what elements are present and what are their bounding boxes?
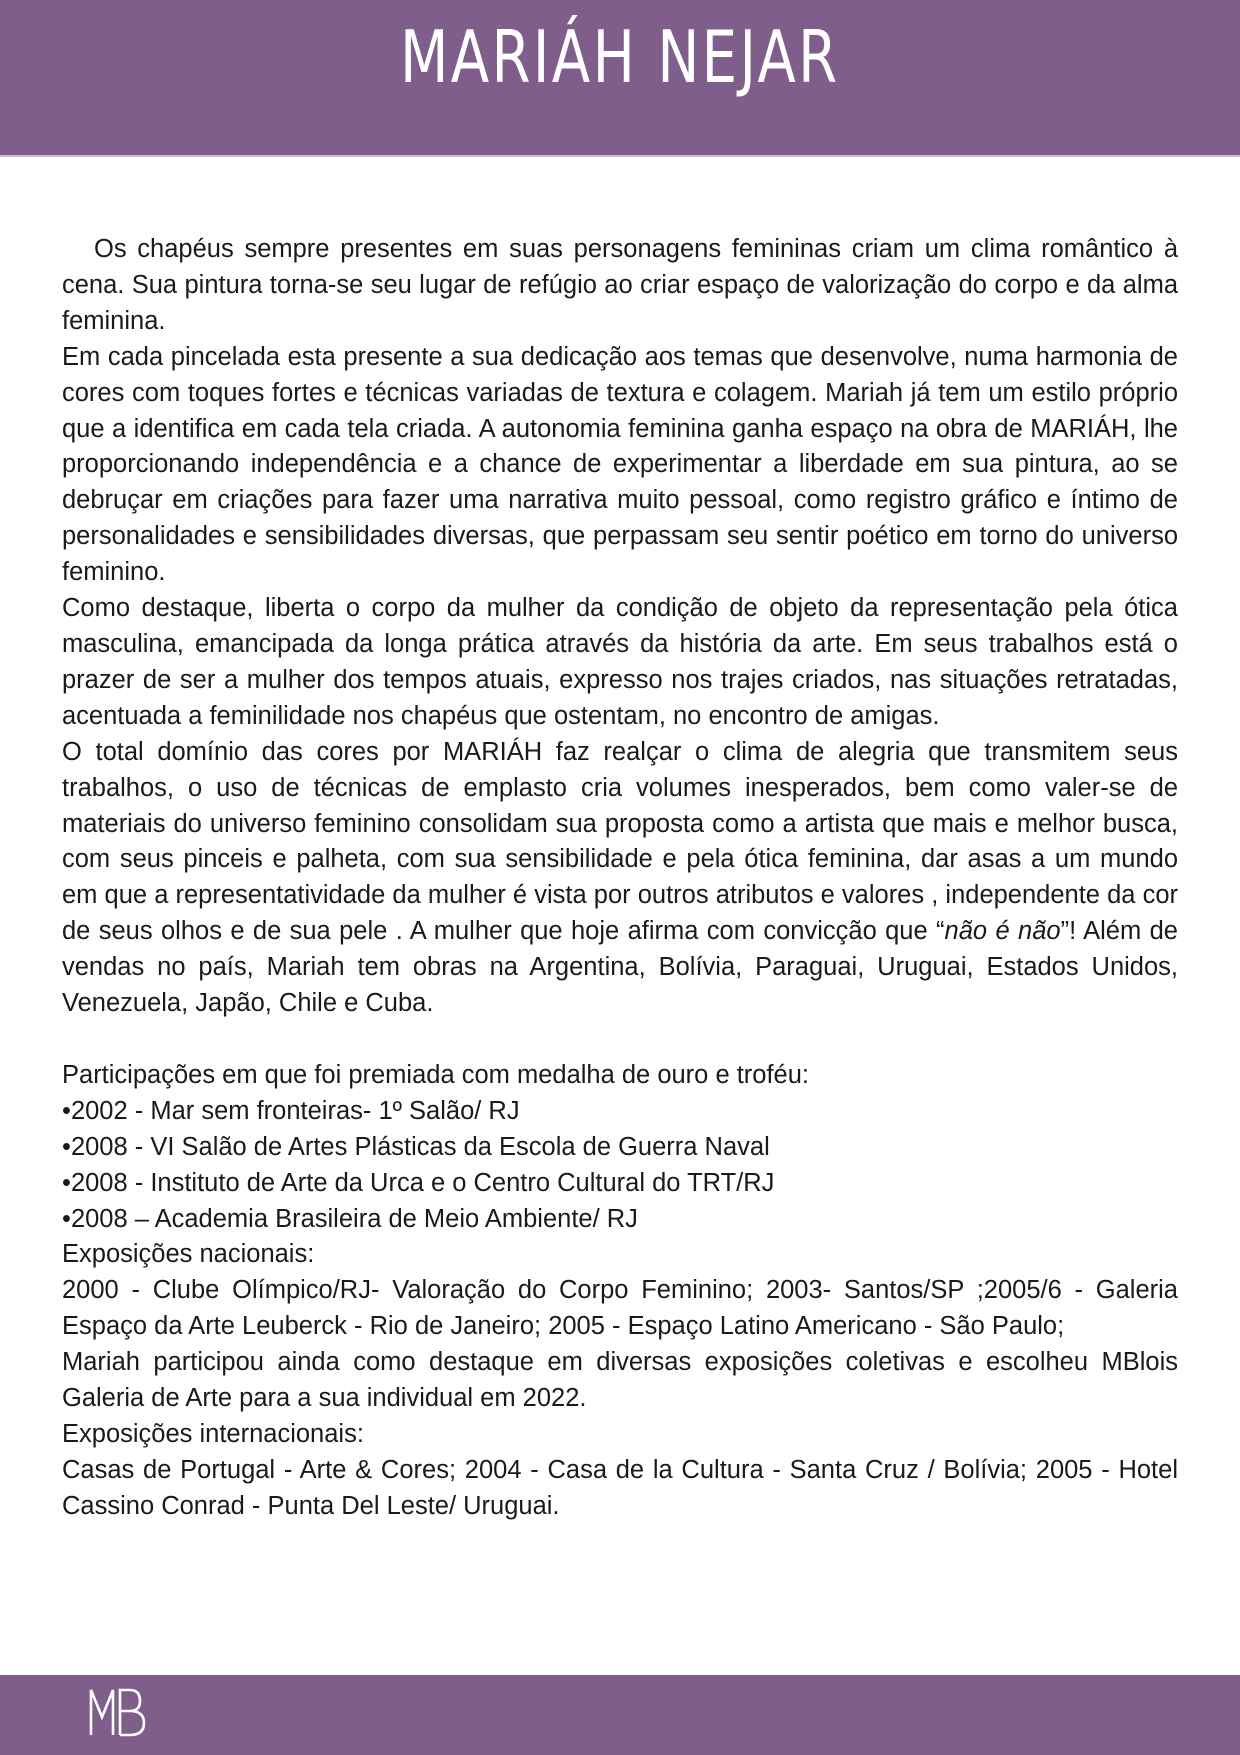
- national-text: 2000 - Clube Olímpico/RJ- Valoração do Corpo Feminino; 2003- Santos/SP ;2005/6 - Galeria Espaço da Arte Leuberck - Rio de Janeiro; 2005 - Espaço Latino Americano - São Paulo;: [62, 1276, 1178, 1341]
- national-extra: Mariah participou ainda como destaque em diversas exposições coletivas e escolheu MBlois Galeria de Arte para a sua individual em 2022.: [62, 1348, 1178, 1413]
- paragraph-2: Em cada pincelada esta presente a sua dedicação aos temas que desenvolve, numa harmonia de cores com toques fortes e técnicas variadas de textura e colagem. Mariah já tem um estilo próprio que a identifica em cada tela criada. A autonomia feminina ganha espaço na obra de MARIÁH, lhe proporcionando independência e a chance de experimentar a liberdade em sua pintura, ao se debruçar em criações para fazer uma narrativa muito pessoal, como registro gráfico e íntimo de personalidades e sensibilidades diversas, que perpassam seu sentir poético em torno do universo feminino.: [62, 342, 1178, 587]
- paragraph-4-text-b: ”! Além de vendas no país, Mariah tem obras na Argentina, Bolívia, Paraguai, Uruguai, Estados Unidos, Venezuela, Japão, Chile e Cuba.: [62, 917, 1178, 1018]
- awards-list: [62, 1094, 1178, 1238]
- page-title: MARIÁH NEJAR: [400, 15, 840, 100]
- footer-banner: [0, 1675, 1240, 1755]
- international-heading: Exposições internacionais:: [62, 1420, 364, 1448]
- paragraph-4-quote: não é não: [944, 917, 1061, 946]
- award-item: • 2008 - VI Salão de Artes Plásticas da Escola de Guerra Naval: [62, 1130, 1178, 1166]
- award-item: • 2008 – Academia Brasileira de Meio Ambiente/ RJ: [62, 1202, 1178, 1238]
- mb-logo: [88, 1687, 152, 1737]
- award-item: • 2002 - Mar sem fronteiras- 1º Salão/ RJ: [62, 1094, 1178, 1130]
- international-text: Casas de Portugal - Arte & Cores; 2004 - Casa de la Cultura - Santa Cruz / Bolívia; 2005 - Hotel Cassino Conrad - Punta Del Leste/ Uruguai.: [62, 1455, 1178, 1520]
- paragraph-4-text-a: O total domínio das cores por MARIÁH faz realçar o clima de alegria que transmitem seus trabalhos, o uso de técnicas de emplasto cria volumes inesperados, bem como valer-se de materiais do universo feminino consolidam sua proposta como a artista que mais e melhor busca, com seus pinceis e palheta, com sua sensibilidade e pela ótica feminina, dar asas a um mundo em que a representatividade da mulher é vista por outros atributos e valores , independente da cor de seus olhos e de sua pele . A mulher que hoje afirma com convicção que “: [62, 737, 1178, 946]
- spacer: [62, 1022, 1178, 1058]
- paragraph-4: [62, 735, 1178, 1022]
- national-heading: Exposições nacionais:: [62, 1240, 315, 1269]
- awards-heading: Participações em que foi premiada com medalha de ouro e troféu:: [62, 1060, 809, 1089]
- header-banner: [0, 0, 1240, 157]
- paragraph-3: Como destaque, liberta o corpo da mulher da condição de objeto da representação pela ótica masculina, emancipada da longa prática através da história da arte. Em seus trabalhos está o prazer de ser a mulher dos tempos atuais, expresso nos trajes criados, nas situações retratadas, acentuada a feminilidade nos chapéus que ostentam, no encontro de amigas.: [62, 594, 1178, 730]
- document-body: [62, 232, 1178, 1525]
- paragraph-1: Os chapéus sempre presentes em suas personagens femininas criam um clima romântico à cena. Sua pintura torna-se seu lugar de refúgio ao criar espaço de valorização do corpo e da alma feminina.: [62, 235, 1178, 335]
- award-item: • 2008 - Instituto de Arte da Urca e o Centro Cultural do TRT/RJ: [62, 1166, 1178, 1202]
